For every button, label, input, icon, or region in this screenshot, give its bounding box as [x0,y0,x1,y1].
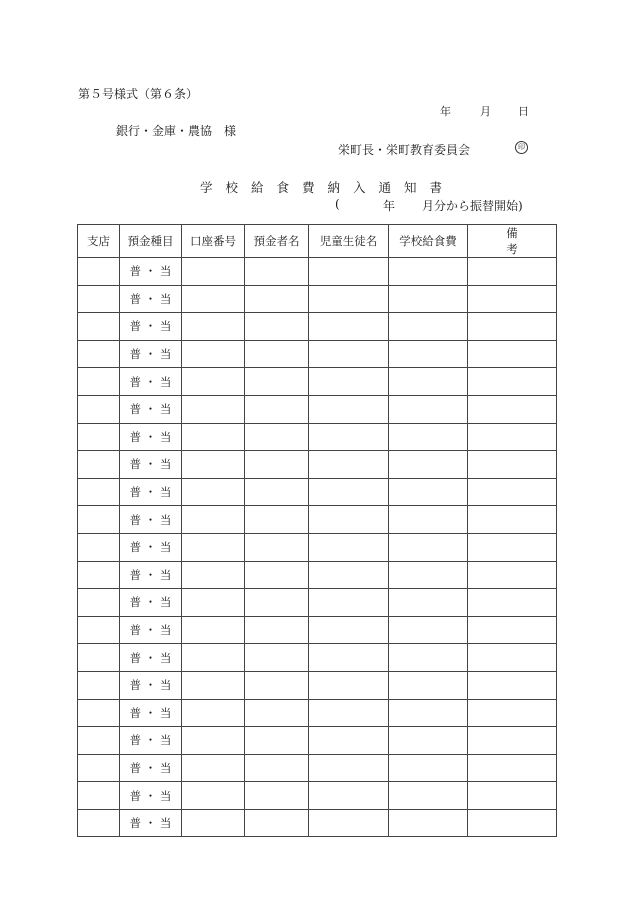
table-row [78,561,557,589]
start-note-year-label: 年 [383,199,396,213]
lunch-fee-cell [389,506,468,534]
depositor-name-cell [245,451,309,479]
depositor-name-cell [245,285,309,313]
remarks-cell [468,782,557,810]
table-row [78,395,557,423]
account-type-cell: 普 ・ 当 [120,616,182,644]
branch-cell [78,809,120,837]
branch-cell [78,589,120,617]
branch-cell [78,395,120,423]
branch-cell [78,506,120,534]
remarks-cell [468,451,557,479]
table-row [78,644,557,672]
table-row [78,782,557,810]
branch-cell [78,644,120,672]
depositor-name-cell [245,561,309,589]
table-row [78,616,557,644]
account-number-cell [182,478,245,506]
account-type-cell: 普 ・ 当 [120,285,182,313]
table-row [78,423,557,451]
table-row [78,368,557,396]
depositor-name-cell [245,258,309,286]
depositor-name-cell [245,589,309,617]
account-type-cell: 普 ・ 当 [120,754,182,782]
branch-cell [78,423,120,451]
lunch-fee-cell [389,671,468,699]
lunch-fee-cell [389,782,468,810]
student-name-cell [309,754,389,782]
branch-cell [78,285,120,313]
student-name-cell [309,368,389,396]
remarks-cell [468,699,557,727]
addressee-honorific: 様 [224,124,237,138]
student-name-cell [309,727,389,755]
student-name-cell [309,671,389,699]
remarks-cell [468,727,557,755]
remarks-cell [468,340,557,368]
account-number-cell [182,589,245,617]
branch-cell [78,671,120,699]
branch-cell [78,754,120,782]
account-number-cell [182,616,245,644]
account-number-cell [182,699,245,727]
remarks-cell [468,561,557,589]
addressee-name: 銀行・金庫・農協 [116,124,213,138]
student-name-cell [309,616,389,644]
account-type-cell: 普 ・ 当 [120,589,182,617]
table-row [78,533,557,561]
account-type-cell: 普 ・ 当 [120,451,182,479]
account-type-cell: 普 ・ 当 [120,671,182,699]
account-number-cell [182,561,245,589]
account-number-cell [182,285,245,313]
student-name-cell [309,699,389,727]
table-row [78,285,557,313]
column-header-depositor-name: 預金者名 [245,225,309,258]
lunch-fee-cell [389,313,468,341]
branch-cell [78,313,120,341]
remarks-cell [468,671,557,699]
account-type-cell: 普 ・ 当 [120,313,182,341]
issuer: 栄町長・栄町教育委員会 [338,143,471,157]
start-note-open-paren: ( [335,197,340,211]
account-number-cell [182,313,245,341]
remarks-cell [468,533,557,561]
student-name-cell [309,340,389,368]
depositor-name-cell [245,478,309,506]
account-type-cell: 普 ・ 当 [120,809,182,837]
account-type-cell: 普 ・ 当 [120,699,182,727]
depositor-name-cell [245,754,309,782]
account-number-cell [182,644,245,672]
table-row [78,313,557,341]
column-header-lunch-fee: 学校給食費 [389,225,468,258]
lunch-fee-cell [389,809,468,837]
account-number-cell [182,368,245,396]
account-number-cell [182,782,245,810]
remarks-cell [468,616,557,644]
seal-mark: 印 [515,141,528,154]
lunch-fee-cell [389,533,468,561]
depositor-name-cell [245,644,309,672]
account-type-cell: 普 ・ 当 [120,561,182,589]
student-name-cell [309,561,389,589]
table-row [78,671,557,699]
table-row [78,754,557,782]
lunch-fee-cell [389,395,468,423]
lunch-fee-cell [389,589,468,617]
lunch-fee-cell [389,340,468,368]
student-name-cell [309,423,389,451]
branch-cell [78,451,120,479]
remarks-cell [468,258,557,286]
account-type-cell: 普 ・ 当 [120,782,182,810]
depositor-name-cell [245,340,309,368]
account-type-cell: 普 ・ 当 [120,340,182,368]
account-number-cell [182,395,245,423]
account-number-cell [182,451,245,479]
depositor-name-cell [245,671,309,699]
account-type-cell: 普 ・ 当 [120,423,182,451]
remarks-cell [468,754,557,782]
account-type-cell: 普 ・ 当 [120,506,182,534]
remarks-cell [468,589,557,617]
account-number-cell [182,727,245,755]
lunch-fee-cell [389,644,468,672]
branch-cell [78,616,120,644]
table-row [78,506,557,534]
lunch-fee-cell [389,754,468,782]
student-name-cell [309,478,389,506]
depositor-name-cell [245,423,309,451]
column-header-account-type: 預金種目 [120,225,182,258]
column-header-student-name: 児童生徒名 [309,225,389,258]
table-header-row [78,225,557,258]
form-number: 第５号様式（第６条） [78,87,199,101]
account-type-cell: 普 ・ 当 [120,478,182,506]
table-row [78,478,557,506]
account-number-cell [182,506,245,534]
depositor-name-cell [245,727,309,755]
student-name-cell [309,395,389,423]
depositor-name-cell [245,395,309,423]
table-row [78,809,557,837]
table-row [78,258,557,286]
branch-cell [78,258,120,286]
remarks-cell [468,423,557,451]
branch-cell [78,478,120,506]
depositor-name-cell [245,782,309,810]
student-name-cell [309,644,389,672]
depositor-name-cell [245,809,309,837]
addressee [116,122,236,139]
remarks-cell [468,395,557,423]
fee-payment-table [77,224,557,837]
branch-cell [78,561,120,589]
lunch-fee-cell [389,478,468,506]
remarks-cell [468,644,557,672]
lunch-fee-cell [389,258,468,286]
account-number-cell [182,258,245,286]
remarks-cell [468,478,557,506]
lunch-fee-cell [389,285,468,313]
date-year-label: 年 [440,105,451,118]
remarks-cell [468,285,557,313]
account-type-cell: 普 ・ 当 [120,644,182,672]
student-name-cell [309,533,389,561]
depositor-name-cell [245,368,309,396]
date-month-label: 月 [480,105,491,118]
lunch-fee-cell [389,423,468,451]
lunch-fee-cell [389,451,468,479]
lunch-fee-cell [389,616,468,644]
branch-cell [78,340,120,368]
student-name-cell [309,285,389,313]
account-number-cell [182,340,245,368]
account-type-cell: 普 ・ 当 [120,727,182,755]
student-name-cell [309,258,389,286]
account-type-cell: 普 ・ 当 [120,258,182,286]
account-type-cell: 普 ・ 当 [120,533,182,561]
student-name-cell [309,589,389,617]
lunch-fee-cell [389,561,468,589]
table-row [78,727,557,755]
lunch-fee-cell [389,699,468,727]
column-header-branch: 支店 [78,225,120,258]
lunch-fee-cell [389,368,468,396]
depositor-name-cell [245,533,309,561]
student-name-cell [309,809,389,837]
start-note-month-label: 月分から振替開始) [422,199,523,213]
student-name-cell [309,782,389,810]
branch-cell [78,727,120,755]
column-header-remarks: 備考 [468,225,557,258]
depositor-name-cell [245,313,309,341]
account-number-cell [182,533,245,561]
account-number-cell [182,423,245,451]
branch-cell [78,782,120,810]
table-row [78,699,557,727]
lunch-fee-cell [389,727,468,755]
table-row [78,589,557,617]
branch-cell [78,368,120,396]
table-row [78,340,557,368]
depositor-name-cell [245,616,309,644]
document-title: 学校給食費納入通知書 [200,180,456,195]
branch-cell [78,533,120,561]
date-day-label: 日 [518,105,529,118]
remarks-cell [468,809,557,837]
table-row [78,451,557,479]
depositor-name-cell [245,506,309,534]
student-name-cell [309,313,389,341]
student-name-cell [309,451,389,479]
remarks-cell [468,368,557,396]
remarks-cell [468,506,557,534]
account-type-cell: 普 ・ 当 [120,368,182,396]
column-header-account-number: 口座番号 [182,225,245,258]
account-number-cell [182,671,245,699]
remarks-cell [468,313,557,341]
account-number-cell [182,809,245,837]
account-type-cell: 普 ・ 当 [120,395,182,423]
branch-cell [78,699,120,727]
student-name-cell [309,506,389,534]
account-number-cell [182,754,245,782]
depositor-name-cell [245,699,309,727]
table-body [78,258,557,837]
